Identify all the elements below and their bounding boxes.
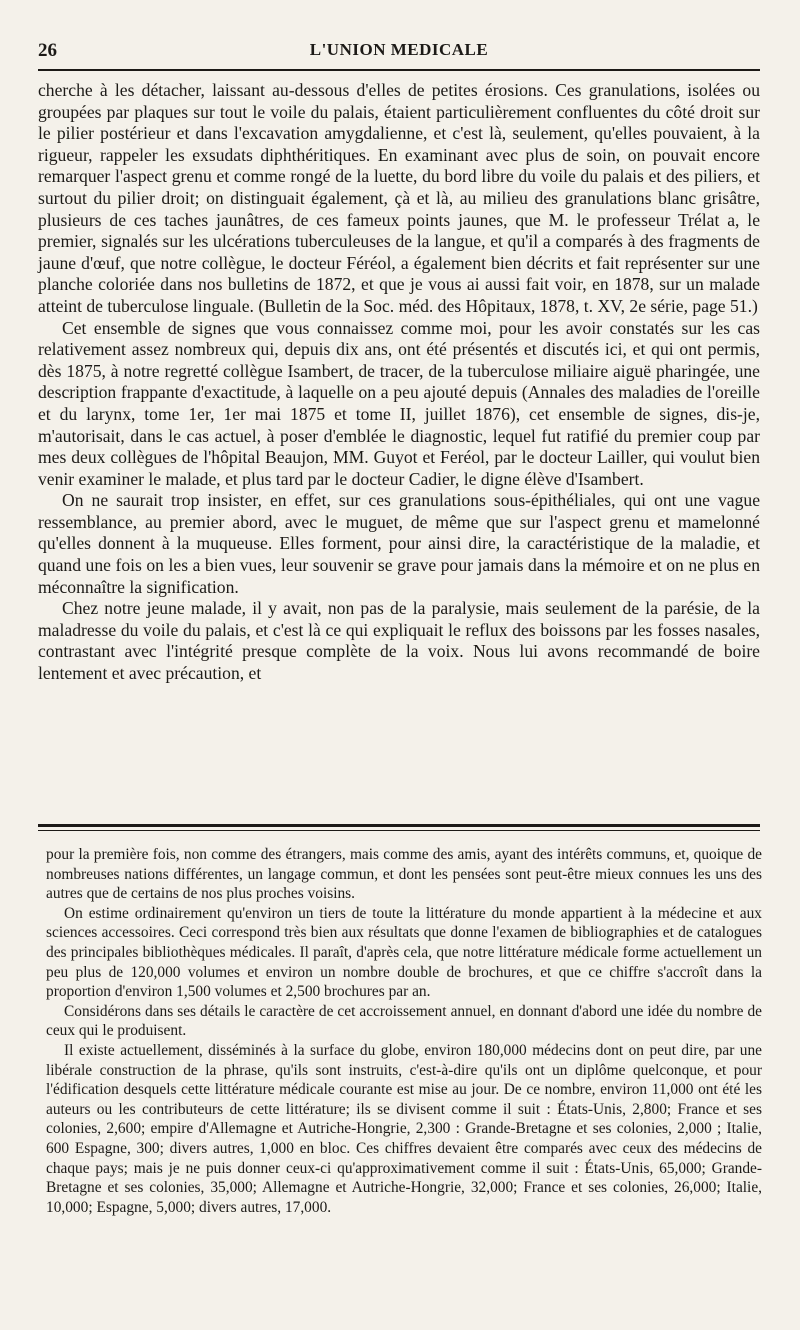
feuilleton-rule-thin [38, 830, 760, 831]
feuilleton-paragraph: Il existe actuellement, disséminés à la surface du globe, environ 180,000 médecins dont on peut dire, par une libérale construction de la phrase, qu'ils sont instruits, c'est-à-dire qu'ils ont un diplôme quelconque, et pour l'édification desquels cette littérature médicale courante est mise au jour. De ce nombre, environ 11,000 ont été les auteurs ou les contributeurs de cette littérature; ils se divisent comme il suit : États-Unis, 2,800; France et ses colonies, 2,600; empire d'Allemagne et Autriche-Hongrie, 2,300 : Grande-Bretagne et ses colonies, 2,000 ; Italie, 600 Espagne, 300; divers autres, 1,000 en bloc. Ces chiffres devaient être comparés avec ceux des médecins de chaque pays; mais je ne puis donner ceux-ci qu'approximativement comme il suit : États-Unis, 65,000; Grande-Bretagne et ses colonies, 35,000; Allemagne et Autriche-Hongrie, 32,000; France et ses colonies, 26,000; Italie, 10,000; Espagne, 5,000; divers autres, 17,000. [46, 1041, 762, 1216]
feuilleton-rule [38, 824, 760, 827]
feuilleton-paragraph: pour la première fois, non comme des étrangers, mais comme des amis, ayant des intérêts communs, et, quoique de nombreuses nations différentes, un langage commun, et dont les pensées sont peut-être mieux connues les uns des autres que de certains de nos plus proches voisins. [46, 846, 762, 903]
page-number: 26 [38, 40, 57, 61]
header-rule [38, 69, 760, 71]
feuilleton-text [46, 845, 762, 1217]
main-paragraph: cherche à les détacher, laissant au-dessous d'elles de petites érosions. Ces granulations, isolées ou groupées par plaques sur tout le voile du palais, étaient particulièrement confluentes du côté droit sur le pilier postérieur et dans l'excavation amygdalienne, et c'est là, seulement, qu'elles pouvaient, à la rigueur, rappeler les exsudats diphthéritiques. En examinant avec plus de soin, on pouvait encore remarquer l'aspect grenu et comme rongé de la luette, du bord libre du voile du palais et des piliers, et surtout du pilier droit; on distinguait également, çà et là, au milieu des granulations blanc grisâtre, plusieurs de ces taches jaunâtres, de ces fameux points jaunes, que M. le professeur Trélat a, le premier, signalés sur les ulcérations tuberculeuses de la langue, et qu'il a comparés à des fragments de jaune d'œuf, que notre collègue, le docteur Féréol, a également bien décrits et fait représenter sur une planche coloriée dans nos bulletins de 1872, et que je vous ai aussi fait voir, en 1878, sur un malade atteint de tuberculose linguale. (Bulletin de la Soc. méd. des Hôpitaux, 1878, t. XV, 2e série, page 51.) [38, 80, 760, 316]
main-text [38, 80, 760, 685]
main-paragraph: On ne saurait trop insister, en effet, sur ces granulations sous-épithéliales, qui ont une vague ressemblance, au premier abord, avec le muguet, de même que sur l'aspect grenu et mamelonné qu'elles donnent à la muqueuse. Elles forment, pour ainsi dire, la caractéristique de la maladie, et quand une fois on les a bien vues, leur souvenir se grave pour jamais dans la mémoire et on ne plus en méconnaître la signification. [38, 490, 760, 597]
feuilleton-paragraph: On estime ordinairement qu'environ un tiers de toute la littérature du monde appartient à la médecine et aux sciences accessoires. Ceci correspond très bien aux résultats que donne l'examen de bibliographies et de catalogues des principales bibliothèques médicales. Il paraît, d'après cela, que notre littérature médicale forme actuellement un peu plus de 120,000 volumes et environ un nombre double de brochures, et que ce chiffre s'accroît dans la proportion d'environ 1,500 volumes et 2,500 brochures par an. [46, 904, 762, 1001]
running-title: L'UNION MEDICALE [309, 40, 489, 59]
page-header [38, 40, 760, 66]
feuilleton-paragraph: Considérons dans ses détails le caractère de cet accroissement annuel, en donnant d'abord une idée du nombre de ceux qui le produisent. [46, 1002, 762, 1040]
main-paragraph: Chez notre jeune malade, il y avait, non pas de la paralysie, mais seulement de la parésie, de la maladresse du voile du palais, et c'est là ce qui expliquait le reflux des boissons par les fosses nasales, contrastant avec l'intégrité presque complète de la voix. Nous lui avons recommandé de boire lentement et avec précaution, et [38, 598, 760, 684]
main-paragraph: Cet ensemble de signes que vous connaissez comme moi, pour les avoir constatés sur les cas relativement assez nombreux qui, depuis dix ans, ont été présentés et discutés ici, et qui ont permis, dès 1875, à notre regretté collègue Isambert, de tracer, de la tuberculose miliaire aiguë pharingée, une description frappante d'exactitude, à laquelle on a peu ajouté depuis (Annales des maladies de l'oreille et du larynx, tome 1er, 1er mai 1875 et tome II, juillet 1876), cet ensemble de signes, dis-je, m'autorisait, dans le cas actuel, à poser d'emblée le diagnostic, lequel fut ratifié du premier coup par mes deux collègues de l'hôpital Beaujon, MM. Guyot et Feréol, par le docteur Lailler, qui voulut bien venir examiner le malade, et plus tard par le docteur Cadier, le digne élève d'Isambert. [38, 317, 760, 489]
